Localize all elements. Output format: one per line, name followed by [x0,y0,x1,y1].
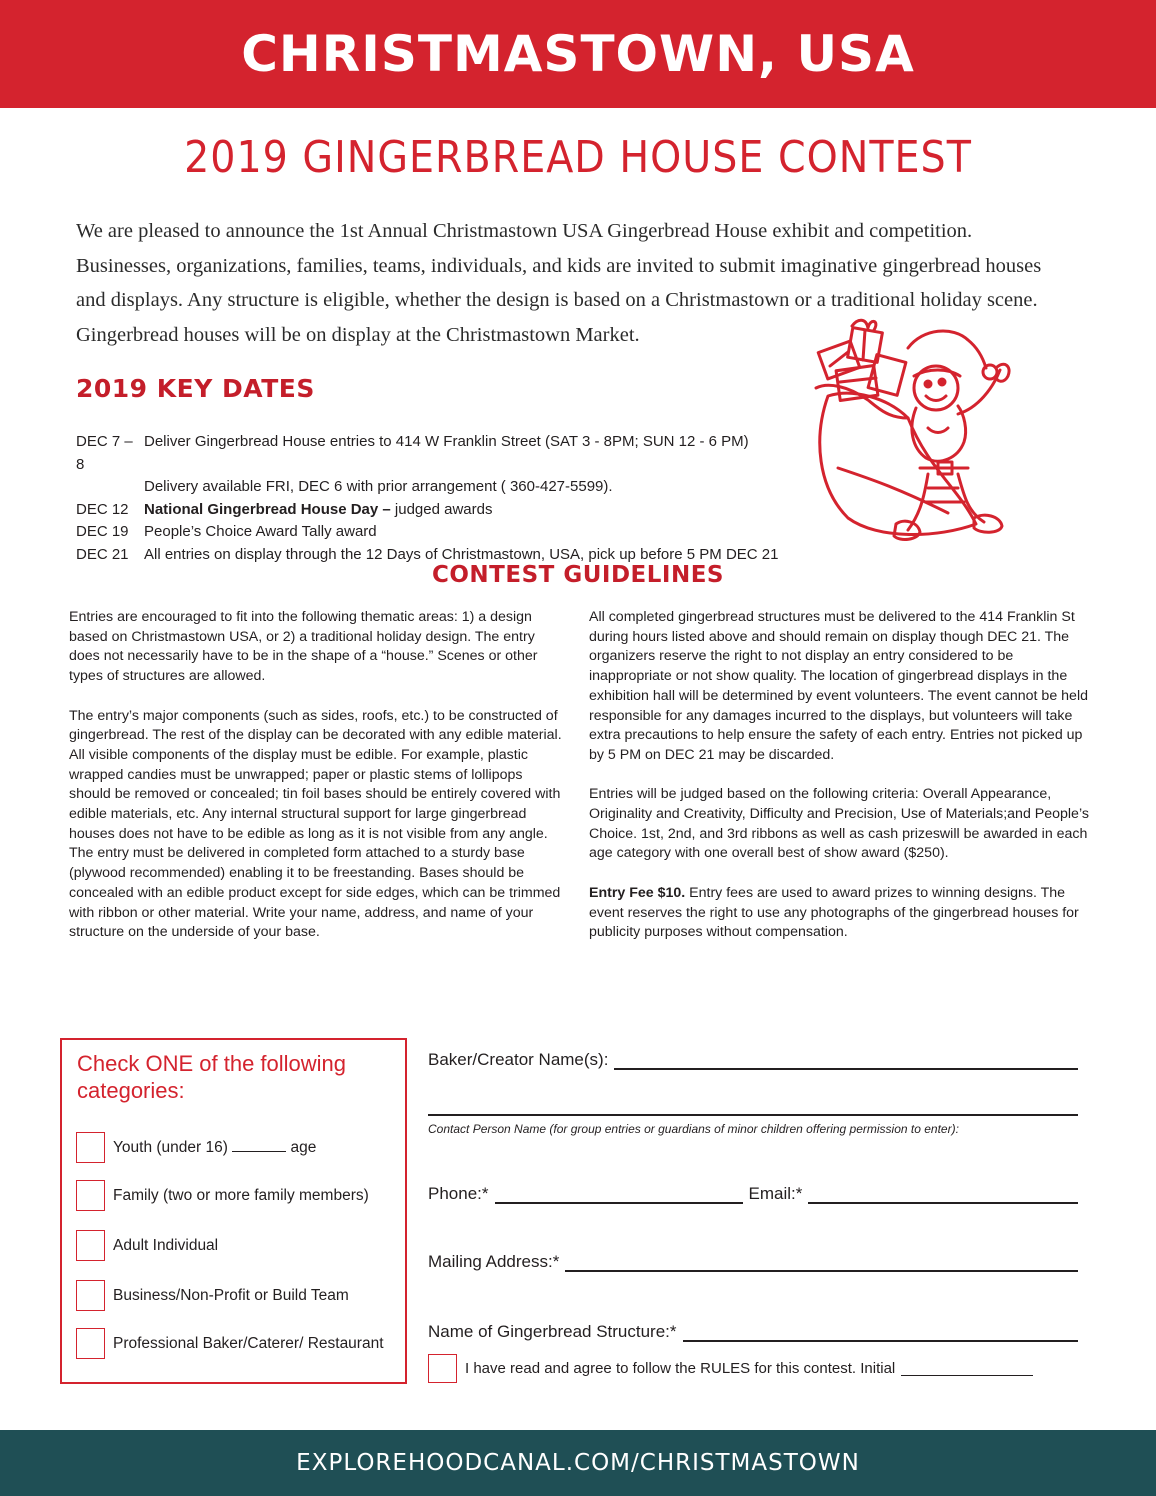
date-row [76,431,778,476]
footer-url[interactable]: EXPLOREHOODCANAL.COM/CHRISTMASTOWN [296,1450,860,1476]
date-row [76,521,778,544]
phone-field[interactable] [495,1186,743,1204]
footer-banner [0,1430,1156,1496]
baker-name-row [428,1050,1078,1070]
category-checkbox[interactable] [76,1280,105,1311]
email-field[interactable] [808,1186,1078,1204]
intro-line: Gingerbread houses will be on display at the Christmastown Market. [76,323,640,346]
key-dates-heading: 2019 KEY DATES [76,374,315,403]
youth-suffix: age [290,1138,317,1156]
top-banner [0,0,1156,108]
category-label: Adult Individual [113,1236,219,1254]
category-option-family[interactable] [76,1180,369,1211]
key-dates-list [76,431,778,566]
baker-name-field[interactable] [614,1052,1078,1070]
initial-field[interactable] [901,1362,1033,1376]
category-option-professional[interactable] [76,1328,384,1359]
date-text-bold: National Gingerbread House Day – [144,500,391,518]
guidelines-left-column [69,608,567,963]
guideline-paragraph: Entries will be judged based on the following criteria: Overall Appearance, Originality and Creativity, Difficulty and Precision, Use of Materials;and People’s Choice. 1st, 2nd, and 3rd ribbons as well as cash prizeswill be awarded in each age category with one overall best of show award ($250). [589,786,1089,862]
category-checkbox[interactable] [76,1328,105,1359]
baker-name-row-2 [428,1098,1078,1116]
entry-fee-paragraph [589,884,1089,943]
category-label: Professional Baker/Caterer/ Restaurant [113,1334,384,1352]
age-blank[interactable] [232,1151,286,1152]
guidelines-right-column [589,608,1089,963]
date-text: Deliver Gingerbread House entries to 414 W Franklin Street (SAT 3 - 8PM; SUN 12 - 6 PM) [144,433,749,450]
category-checkbox[interactable] [76,1230,105,1261]
contact-person-note: Contact Person Name (for group entries or guardians of minor children offering permission to enter): [428,1122,959,1136]
mailing-address-label: Mailing Address:* [428,1252,560,1271]
entry-fee-bold: Entry Fee $10. [589,884,686,901]
youth-label: Youth (under 16) [113,1138,228,1156]
santa-with-gift-sack-icon [808,318,1018,550]
category-checkbox[interactable] [76,1132,105,1163]
mailing-address-field[interactable] [565,1254,1078,1272]
baker-name-label: Baker/Creator Name(s): [428,1050,609,1069]
phone-label: Phone:* [428,1184,489,1203]
category-box-title: Check ONE of the following categories: [77,1051,347,1103]
date-text [144,499,492,522]
structure-name-row [428,1322,1078,1342]
rules-agreement-checkbox[interactable] [428,1354,457,1383]
entry-fee-text: Entry fees are used to award prizes to winning designs. The event reserves the right to use any photographs of the gingerbread houses for publicity purposes without compensation. [589,884,1079,941]
guideline-paragraph: The entry’s major components (such as sides, roofs, etc.) to be constructed of gingerbread. The rest of the display can be decorated with any edible material. All visible components of the display must be edible. For example, plastic wrapped candies must be unwrapped; paper or plastic stems of lollipops should be removed or concealed; tin foil bases should be entirely covered with edible materials, etc. Any internal structural support for large gingerbread houses does not have to be edible as long as it is not visible from any angle. The entry must be delivered in completed form attached to a sturdy base (plywood recommended) enabling it to be freestanding. Bases should be concealed with an edible product except for side edges, which can be trimmed with ribbon or other material. Write your name, address, and name of your structure on the underside of your base. [69,707,562,941]
date-label [76,476,144,499]
category-option-business[interactable] [76,1280,349,1311]
rules-agreement-row [428,1354,1033,1383]
category-checkbox[interactable] [76,1180,105,1211]
structure-name-label: Name of Gingerbread Structure:* [428,1322,677,1341]
date-label: DEC 12 [76,500,129,518]
date-row [76,476,778,499]
intro-line: We are pleased to announce the 1st Annual Christmastown USA Gingerbread House exhibit and competition. [76,220,973,242]
date-text-rest: judged awards [390,500,493,518]
date-text: All entries on display through the 12 Days of Christmastown, USA, pick up before 5 PM DEC 21 [144,545,779,563]
banner-title: CHRISTMASTOWN, USA [241,25,915,83]
category-option-youth[interactable] [76,1132,316,1163]
rules-agreement-text: I have read and agree to follow the RULES for this contest. Initial [465,1360,896,1377]
mailing-address-row [428,1252,1078,1272]
intro-line: and displays. Any structure is eligible, whether the design is based on a Christmastown or a traditional holiday scene. [76,289,1038,311]
phone-email-row [428,1184,1078,1204]
guideline-paragraph: All completed gingerbread structures must be delivered to the 414 Franklin St during hours listed above and should remain on display though DEC 21. The organizers reserve the right to not display an entry considered to be inappropriate or not show quality. The location of gingerbread displays in the exhibition hall will be determined by event volunteers. The event cannot be held responsible for any damages incurred to the displays, but volunteers will take extra precautions to help ensure the safety of each entry. Entries not picked up by 5 PM on DEC 21 may be discarded. [589,609,1088,763]
date-text: People’s Choice Award Tally award [144,523,377,540]
baker-name-field-2[interactable] [428,1098,1078,1116]
date-text: Delivery available FRI, DEC 6 with prior arrangement ( 360-427-5599). [144,478,613,495]
date-label: DEC 19 [76,523,129,540]
category-label [113,1139,316,1157]
intro-line: Businesses, organizations, families, teams, individuals, and kids are invited to submit imaginative gingerbread houses [76,254,1042,277]
category-label: Family (two or more family members) [113,1186,369,1204]
date-label: DEC 7 – 8 [76,433,133,473]
email-label: Email:* [748,1184,803,1203]
category-option-adult[interactable] [76,1230,218,1261]
guidelines-heading: CONTEST GUIDELINES [432,562,724,588]
date-label: DEC 21 [76,545,129,563]
category-box [60,1038,407,1384]
structure-name-field[interactable] [683,1324,1078,1342]
guideline-paragraph: Entries are encouraged to fit into the following thematic areas: 1) a design based on Christmastown USA, or 2) a traditional holiday design. The entry does not necessarily have to be in the shape of a “house.” Scenes or other types of structures are allowed. [69,609,538,685]
contest-title: 2019 GINGERBREAD HOUSE CONTEST [184,132,972,183]
category-label: Business/Non-Profit or Build Team [113,1286,349,1304]
date-row [76,499,778,522]
